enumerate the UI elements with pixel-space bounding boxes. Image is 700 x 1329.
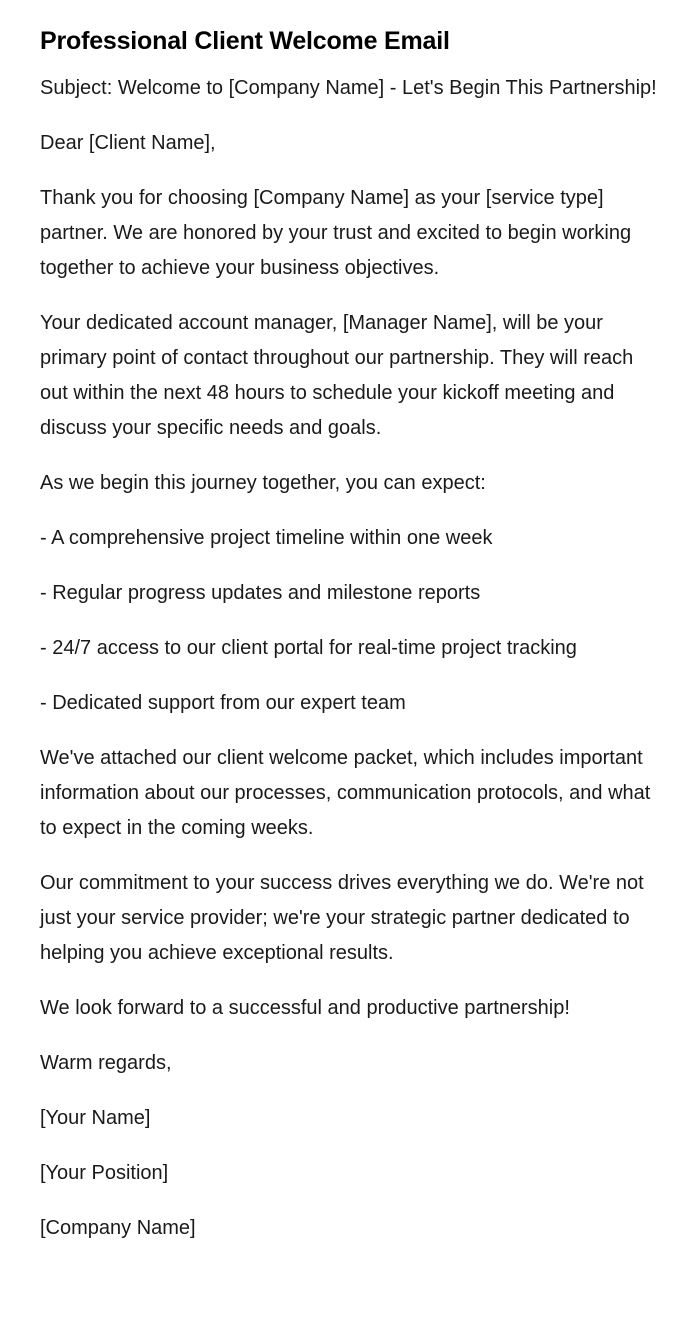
signature-company: [Company Name] xyxy=(40,1217,196,1239)
list-item: - 24/7 access to our client portal for real-time project tracking xyxy=(40,637,577,659)
manager-paragraph: Your dedicated account manager, [Manager Name], will be your primary point of contact throughout our partnership. They will reach out within the next 48 hours to schedule your kickoff meeting and discuss your specific needs and goals. xyxy=(40,312,634,439)
expectations-list xyxy=(40,521,660,721)
signature-name: [Your Name] xyxy=(40,1107,151,1129)
signoff: Warm regards, xyxy=(40,1052,172,1074)
list-item: - A comprehensive project timeline within one week xyxy=(40,527,493,549)
signature-block xyxy=(40,1101,660,1246)
intro-paragraph: Thank you for choosing [Company Name] as your [service type] partner. We are honored by your trust and excited to begin working together to achieve your business objectives. xyxy=(40,187,632,279)
packet-paragraph: We've attached our client welcome packet, which includes important information about our processes, communication protocols, and what to expect in the coming weeks. xyxy=(40,747,651,839)
email-subject: Subject: Welcome to [Company Name] - Let's Begin This Partnership! xyxy=(40,77,657,99)
page-title: Professional Client Welcome Email xyxy=(40,27,450,55)
commitment-paragraph: Our commitment to your success drives everything we do. We're not just your service provider; we're your strategic partner dedicated to helping you achieve exceptional results. xyxy=(40,872,644,964)
email-greeting: Dear [Client Name], xyxy=(40,132,216,154)
list-item: - Regular progress updates and milestone reports xyxy=(40,582,481,604)
signature-position: [Your Position] xyxy=(40,1162,169,1184)
list-item: - Dedicated support from our expert team xyxy=(40,692,406,714)
closing-line: We look forward to a successful and productive partnership! xyxy=(40,997,570,1019)
expectations-intro: As we begin this journey together, you can expect: xyxy=(40,472,486,494)
